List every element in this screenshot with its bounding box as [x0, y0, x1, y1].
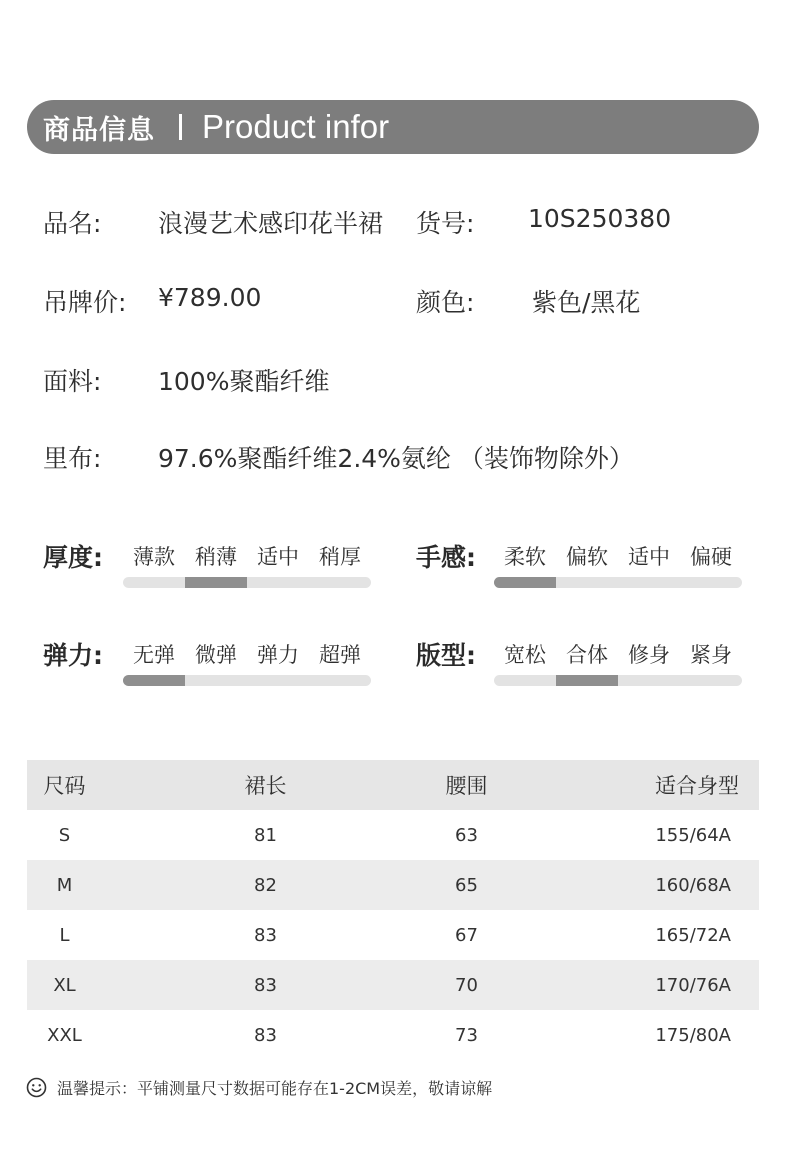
fit-cell: 155/64A [655, 824, 731, 846]
hand-feel-label: 手感: [416, 543, 476, 572]
waist-cell: 70 [455, 974, 478, 996]
elasticity-label: 弹力: [43, 641, 103, 670]
elasticity-option: 弹力 [257, 643, 299, 667]
hand-feel-scale-marker [494, 577, 556, 588]
thickness-option: 适中 [257, 545, 299, 569]
fit-cell: 160/68A [655, 874, 731, 896]
length-cell: 82 [254, 874, 277, 896]
fit-option: 修身 [628, 643, 670, 667]
elasticity-option: 微弹 [195, 643, 237, 667]
waist-cell: 67 [455, 924, 478, 946]
elasticity-option: 超弹 [319, 643, 361, 667]
length-cell: 83 [254, 1024, 277, 1046]
header-skirt-length: 裙长 [244, 774, 287, 798]
header-divider [179, 114, 182, 140]
length-cell: 83 [254, 974, 277, 996]
lining-value: 97.6%聚酯纤维2.4%氨纶 （装饰物除外） [158, 444, 634, 473]
smiley-icon [26, 1077, 47, 1098]
table-header-row [27, 760, 759, 810]
hand-feel-option: 偏硬 [690, 545, 732, 569]
fabric-value: 100%聚酯纤维 [158, 367, 330, 396]
elasticity-scale-track [123, 675, 371, 686]
thickness-label: 厚度: [43, 543, 103, 572]
waist-cell: 65 [455, 874, 478, 896]
table-row [27, 1010, 759, 1060]
thickness-option: 薄款 [133, 545, 175, 569]
fit-cell: 170/76A [655, 974, 731, 996]
thickness-option: 稍厚 [319, 545, 361, 569]
color-value: 紫色/黑花 [532, 288, 641, 317]
sku-label: 货号: [416, 209, 475, 238]
header-size: 尺码 [43, 774, 86, 798]
lining-label: 里布: [43, 444, 102, 473]
fit-cell: 175/80A [655, 1024, 731, 1046]
price-label: 吊牌价: [43, 288, 127, 317]
table-row [27, 960, 759, 1010]
size-cell: S [58, 824, 71, 846]
section-header [27, 100, 759, 154]
fabric-label: 面料: [43, 367, 102, 396]
tip-note [26, 1076, 492, 1099]
waist-cell: 63 [455, 824, 478, 846]
thickness-option: 稍薄 [195, 545, 237, 569]
tip-text: 温馨提示：平铺测量尺寸数据可能存在1-2CM误差，敬请谅解 [57, 1079, 493, 1098]
hand-feel-option: 柔软 [504, 545, 546, 569]
length-cell: 83 [254, 924, 277, 946]
size-cell: XXL [47, 1024, 82, 1046]
fit-cell: 165/72A [655, 924, 731, 946]
header-fit-body: 适合身型 [655, 774, 739, 798]
thickness-scale-marker [185, 577, 247, 588]
elasticity-option: 无弹 [133, 643, 175, 667]
fit-option: 合体 [566, 643, 608, 667]
fit-option: 紧身 [690, 643, 732, 667]
size-cell: L [59, 924, 70, 946]
header-title-en: Product infor [202, 108, 390, 145]
table-row [27, 810, 759, 860]
header-title-cn: 商品信息 [43, 114, 155, 146]
thickness-scale-track [123, 577, 371, 588]
size-cell: M [56, 874, 73, 896]
hand-feel-scale-track [494, 577, 742, 588]
table-row [27, 910, 759, 960]
fit-scale-track [494, 675, 742, 686]
size-table [27, 760, 759, 1060]
color-label: 颜色: [416, 288, 475, 317]
elasticity-scale-marker [123, 675, 185, 686]
sku-value: 10S250380 [528, 204, 672, 233]
size-cell: XL [53, 974, 76, 996]
fit-scale-marker [556, 675, 618, 686]
fit-label: 版型: [416, 641, 476, 670]
header-waist: 腰围 [445, 774, 488, 798]
hand-feel-option: 适中 [628, 545, 670, 569]
hand-feel-option: 偏软 [566, 545, 608, 569]
length-cell: 81 [254, 824, 277, 846]
waist-cell: 73 [455, 1024, 478, 1046]
name-value: 浪漫艺术感印花半裙 [158, 209, 384, 238]
table-row [27, 860, 759, 910]
price-value: ¥789.00 [158, 283, 262, 312]
fit-option: 宽松 [504, 643, 546, 667]
name-label: 品名: [43, 209, 102, 238]
